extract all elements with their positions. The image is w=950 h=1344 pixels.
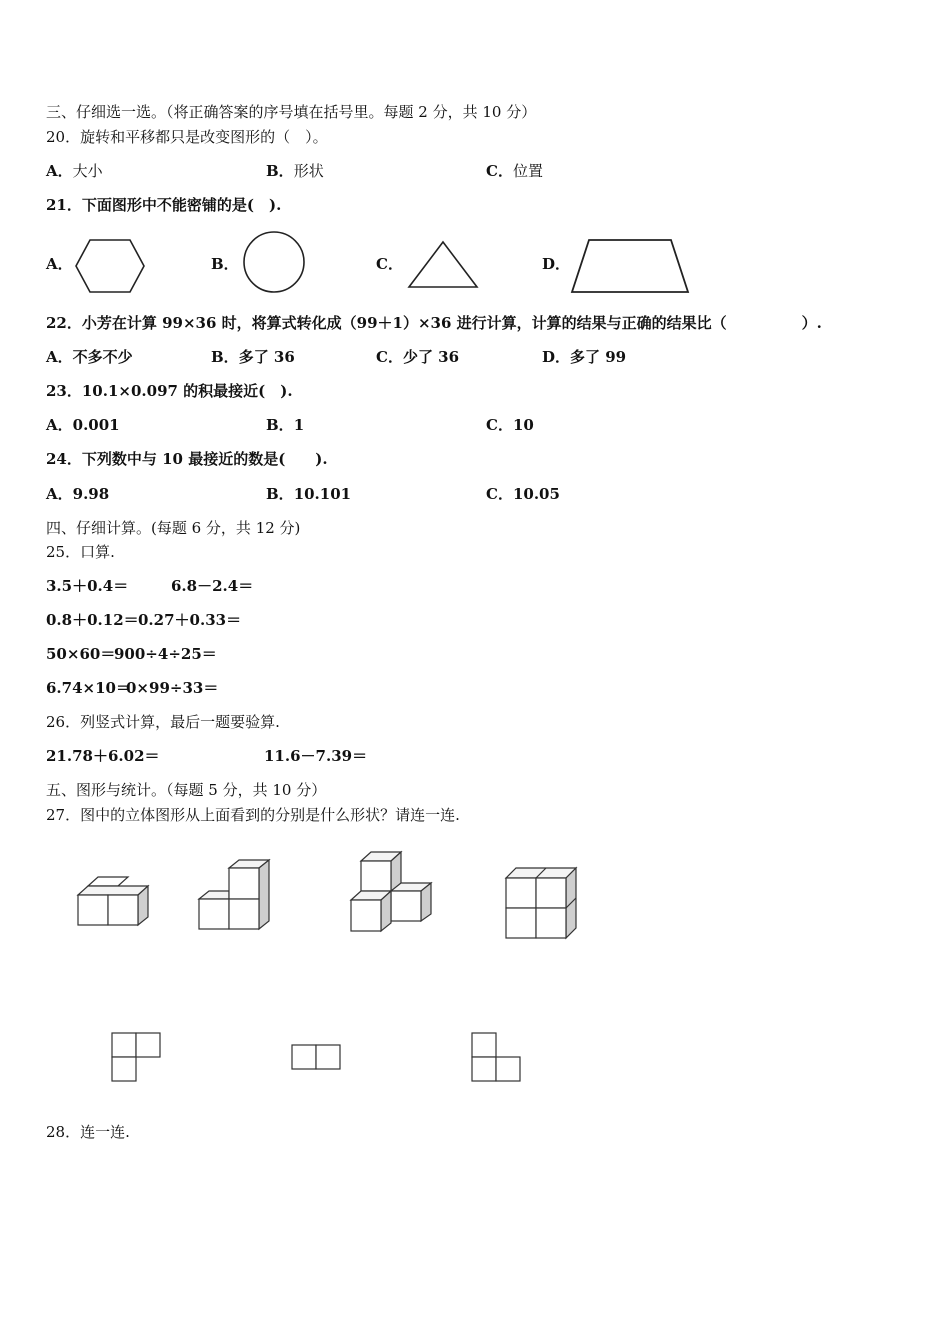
q22-option-a	[46, 347, 133, 367]
hexagon-icon	[74, 238, 146, 294]
q25-item: 50×60＝	[46, 645, 116, 663]
q21-option-d-letter: D．	[542, 255, 571, 273]
q23-option-c	[486, 415, 534, 435]
q21-option-c-letter: C．	[376, 255, 403, 273]
q20-option-a	[46, 161, 103, 181]
option-letter: B．	[211, 348, 239, 366]
section4-heading: 四、仔细计算。(每题 6 分，共 12 分)	[46, 519, 301, 537]
option-text: 形状	[293, 162, 324, 180]
q26-stem: 26．列竖式计算，最后一题要验算.	[46, 713, 280, 731]
option-letter: C．	[486, 162, 513, 180]
q20-option-b	[266, 161, 324, 181]
option-letter: C．	[486, 485, 513, 503]
section5-heading: 五、图形与统计。（每题 5 分，共 10 分）	[46, 781, 327, 799]
q22-stem: 22．小芳在计算 99×36 时，将算式转化成（99＋1）×36 进行计算，计算的结果与正确的结果比（ ）.	[46, 314, 822, 332]
q24-option-a	[46, 484, 109, 504]
top-view-l-shape-icon	[111, 1032, 163, 1084]
option-text: 10	[512, 416, 534, 434]
q23-option-a	[46, 415, 120, 435]
q23-option-b	[266, 415, 304, 435]
option-letter: D．	[542, 348, 571, 366]
solid-figure-2-icon	[197, 858, 273, 934]
option-letter: B．	[266, 162, 294, 180]
q24-stem: 24．下列数中与 10 最接近的数是( ).	[46, 450, 328, 468]
top-view-reversed-l-shape-icon	[471, 1032, 523, 1084]
q22-option-d	[542, 347, 626, 367]
q25-item: 0×99÷33＝	[126, 679, 219, 697]
q21-stem: 21．下面图形中不能密铺的是( ).	[46, 196, 282, 214]
solid-figure-3-icon	[349, 850, 435, 936]
q20-stem: 20．旋转和平移都只是改变图形的（ ）。	[46, 128, 328, 146]
q25-stem: 25．口算.	[46, 543, 115, 561]
option-text: 多了 36	[238, 348, 295, 366]
q22-option-b	[211, 347, 295, 367]
option-text: 多了 99	[570, 348, 627, 366]
option-text: 9.98	[72, 485, 110, 503]
option-text: 位置	[512, 162, 543, 180]
q27-stem: 27．图中的立体图形从上面看到的分别是什么形状？请连一连.	[46, 806, 460, 824]
q23-stem: 23．10.1×0.097 的积最接近( ).	[46, 382, 293, 400]
option-text: 大小	[72, 162, 103, 180]
option-text: 1	[293, 416, 305, 434]
option-text: 10.05	[512, 485, 560, 503]
q25-item: 3.5＋0.4＝	[46, 577, 129, 595]
q21-option-a-letter: A．	[46, 255, 73, 273]
option-letter: A．	[46, 162, 73, 180]
circle-icon	[242, 230, 306, 294]
q21-option-b-letter: B．	[211, 255, 239, 273]
option-text: 10.101	[293, 485, 352, 503]
option-letter: B．	[266, 485, 294, 503]
q25-item: 900÷4÷25＝	[114, 645, 217, 663]
option-letter: A．	[46, 485, 73, 503]
q25-item: 6.74×10＝	[46, 679, 131, 697]
solid-figure-1-icon	[76, 874, 152, 930]
solid-figure-4-icon	[504, 866, 580, 942]
option-letter: B．	[266, 416, 294, 434]
q25-item: 6.8－2.4＝	[171, 577, 254, 595]
option-text: 少了 36	[402, 348, 460, 366]
q20-option-c	[486, 161, 543, 181]
q24-option-c	[486, 484, 560, 504]
top-view-two-squares-icon	[291, 1044, 343, 1072]
option-text: 0.001	[72, 416, 120, 434]
q22-option-c	[376, 347, 459, 367]
q26-item: 11.6－7.39＝	[264, 747, 368, 765]
trapezoid-icon	[569, 237, 693, 295]
q26-item: 21.78＋6.02＝	[46, 747, 160, 765]
triangle-icon	[407, 240, 479, 290]
q28-stem: 28．连一连.	[46, 1123, 130, 1141]
q24-option-b	[266, 484, 351, 504]
option-letter: A．	[46, 416, 73, 434]
q25-item: 0.27＋0.33＝	[138, 611, 242, 629]
option-letter: C．	[486, 416, 513, 434]
option-text: 不多不少	[72, 348, 133, 366]
section3-heading: 三、仔细选一选。（将正确答案的序号填在括号里。每题 2 分，共 10 分）	[46, 103, 537, 121]
option-letter: C．	[376, 348, 403, 366]
q25-item: 0.8＋0.12＝	[46, 611, 139, 629]
option-letter: A．	[46, 348, 73, 366]
